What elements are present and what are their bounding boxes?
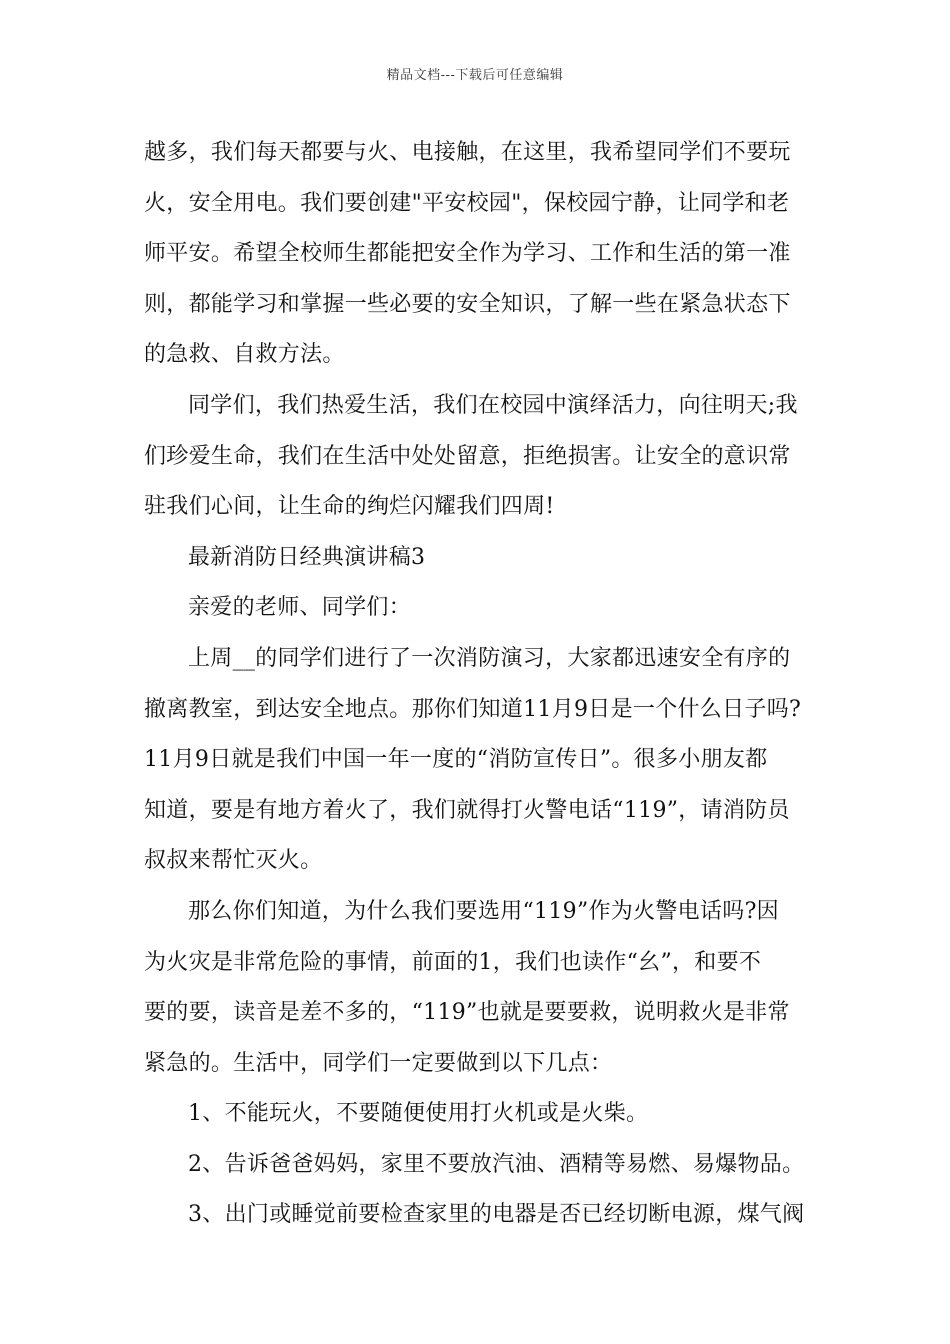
salutation: 亲爱的老师、同学们： <box>188 595 412 621</box>
text-line: 驻我们心间，让生命的绚烂闪耀我们四周! <box>144 494 555 520</box>
list-item: 2、告诉爸爸妈妈，家里不要放汽油、酒精等易燃、易爆物品。 <box>188 1151 805 1177</box>
paragraph-love-life <box>144 381 824 533</box>
list-item: 1、不能玩火，不要随便使用打火机或是火柴。 <box>188 1101 649 1127</box>
text-line: 11月9日就是我们中国一年一度的“消防宣传日”。很多小朋友都 <box>144 747 768 773</box>
text-line: 的急救、自救方法。 <box>144 342 345 368</box>
text-line: 知道，要是有地方着火了，我们就得打火警电话“119”，请消防员 <box>144 797 790 823</box>
safety-rules-list <box>144 1089 824 1241</box>
text-line: 越多，我们每天都要与火、电接触，在这里，我希望同学们不要玩 <box>144 140 791 165</box>
text-line: 为火灾是非常危险的事情，前面的1，我们也读作“幺”，和要不 <box>144 949 762 975</box>
text-line: 们珍爱生命，我们在生活中处处留意，拒绝损害。让安全的意识常 <box>144 443 791 469</box>
text-line: 撤离教室，到达安全地点。那你们知道11月9日是一个什么日子吗? <box>144 696 802 722</box>
text-line: 要的要，读音是差不多的，“119”也就是要要救，说明救火是非常 <box>144 1000 790 1026</box>
list-item: 3、出门或睡觉前要检查家里的电器是否已经切断电源，煤气阀 <box>188 1202 805 1228</box>
text-line: 师平安。希望全校师生都能把安全作为学习、工作和生活的第一准 <box>144 241 791 267</box>
paragraph-safety-continued <box>144 128 824 381</box>
paragraph-why-119 <box>144 887 824 1089</box>
text-line: 火，安全用电。我们要创建"平安校园"，保校园宁静，让同学和老 <box>144 190 790 216</box>
text-line: 上周__的同学们进行了一次消防演习，大家都迅速安全有序的 <box>188 645 791 671</box>
text-line: 叔叔来帮忙灭火。 <box>144 848 323 874</box>
text-line: 则，都能学习和掌握一些必要的安全知识，了解一些在紧急状态下 <box>144 291 791 317</box>
page-header: 精品文档---下载后可任意编辑 <box>386 68 564 83</box>
speech-title: 最新消防日经典演讲稿3 <box>188 544 426 570</box>
text-line: 同学们，我们热爱生活，我们在校园中演绎活力，向往明天;我 <box>188 392 798 418</box>
paragraph-fire-drill <box>144 634 824 887</box>
text-line: 紧急的。生活中，同学们一定要做到以下几点： <box>144 1050 613 1076</box>
text-line: 那么你们知道，为什么我们要选用“119”作为火警电话吗?因 <box>188 898 779 924</box>
document-body <box>144 128 824 1241</box>
